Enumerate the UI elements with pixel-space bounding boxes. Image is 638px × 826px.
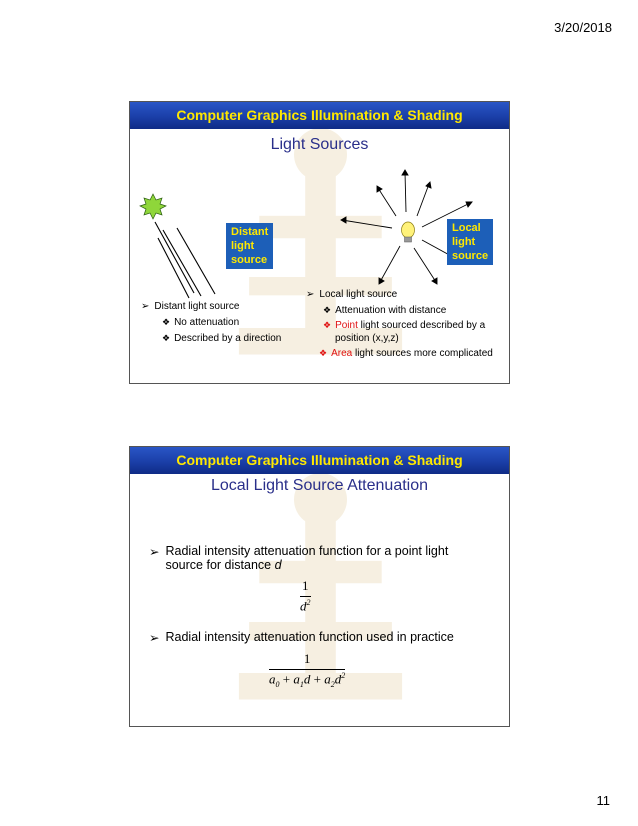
label-line: Distant [231,226,269,238]
exponent: 2 [341,671,346,680]
highlight-word: Point [335,320,358,331]
subscript: 1 [299,679,304,689]
bullet-text: position (x,y,z) [335,333,399,344]
distant-ray [155,222,194,293]
bullet-text-rest: light sourced described by a [357,320,486,331]
variable-d: d [274,558,282,572]
operator: + [313,671,321,687]
fraction-bar [269,669,345,670]
bullet-text [331,348,493,359]
bullet-text-rest: light sources more complicated [352,348,493,359]
coef: a [293,671,300,687]
local-ray [378,188,396,216]
distant-ray [163,230,201,296]
coef: a [324,671,331,687]
sub-bullet [323,320,485,331]
arrowhead-bullet-icon: ➢ [306,289,315,300]
page-number: 11 [596,793,610,808]
bullet-text: Local light source [319,289,398,300]
sub-bullet [162,333,281,344]
four-diamond-bullet-icon: ❖ [319,348,328,358]
bullet-local [306,289,397,300]
bullet-line: source for distance [165,558,275,572]
local-light-source-label [447,219,493,265]
four-diamond-bullet-icon: ❖ [323,305,332,315]
subscript: 0 [275,679,280,689]
label-line: source [231,254,268,266]
local-ray [414,248,436,282]
sun-icon [140,194,166,219]
four-diamond-bullet-icon: ❖ [162,333,171,343]
date-label: 3/20/2018 [554,20,612,35]
label-line: light [231,240,255,252]
highlight-word: Area [331,348,353,359]
slide-header: Computer Graphics Illumination & Shading [130,102,509,129]
four-diamond-bullet-icon: ❖ [323,320,332,330]
bullet-radial-practice [149,630,454,645]
local-ray [380,246,400,282]
exponent: 2 [306,598,311,607]
variable-d: d [303,671,311,687]
slide-light-sources [129,101,510,384]
sub-bullet-continuation [335,333,399,344]
fraction-bar [300,596,311,597]
denominator [269,671,345,689]
formula-quadratic-attenuation [269,651,345,689]
label-line: Local [452,222,481,234]
label-line: light [452,236,476,248]
variable-d: d [334,671,342,687]
operator: + [282,671,291,687]
bullet-text: Described by a direction [174,333,282,344]
sub-bullet [323,305,446,316]
arrowhead-bullet-icon: ➢ [149,631,160,645]
slide-title: Light Sources [270,136,369,153]
distant-light-source-label [226,223,273,269]
sub-bullet [162,317,239,328]
bullet-text [165,544,448,572]
slide-local-light-attenuation [129,446,510,727]
bullet-text: No attenuation [174,317,240,328]
subscript: 2 [330,679,335,689]
bullet-text [335,320,485,331]
bullet-radial-point [149,544,448,572]
denominator-var: d [300,598,307,614]
slide-title: Local Light Source Attenuation [210,477,429,494]
bullet-text: Attenuation with distance [335,305,447,316]
arrowhead-bullet-icon: ➢ [141,301,150,312]
distant-ray [177,228,215,294]
four-diamond-bullet-icon: ❖ [162,317,171,327]
lightbulb-icon [402,222,415,242]
numerator: 1 [302,578,309,593]
denominator [300,598,311,614]
formula-inverse-square [300,578,311,614]
slide-header: Computer Graphics Illumination & Shading [130,447,509,474]
bullet-text: Distant light source [154,301,240,312]
coef: a [269,671,276,687]
bullet-text: Radial intensity attenuation function used in practice [165,630,454,644]
bullet-line: Radial intensity attenuation function for a point light [165,544,449,558]
numerator: 1 [303,651,311,666]
local-ray [417,184,429,216]
local-ray [342,220,392,228]
local-ray [405,172,406,212]
sub-bullet [319,348,493,359]
bullet-distant [141,301,239,312]
arrowhead-bullet-icon: ➢ [149,545,160,559]
label-line: source [452,250,489,262]
